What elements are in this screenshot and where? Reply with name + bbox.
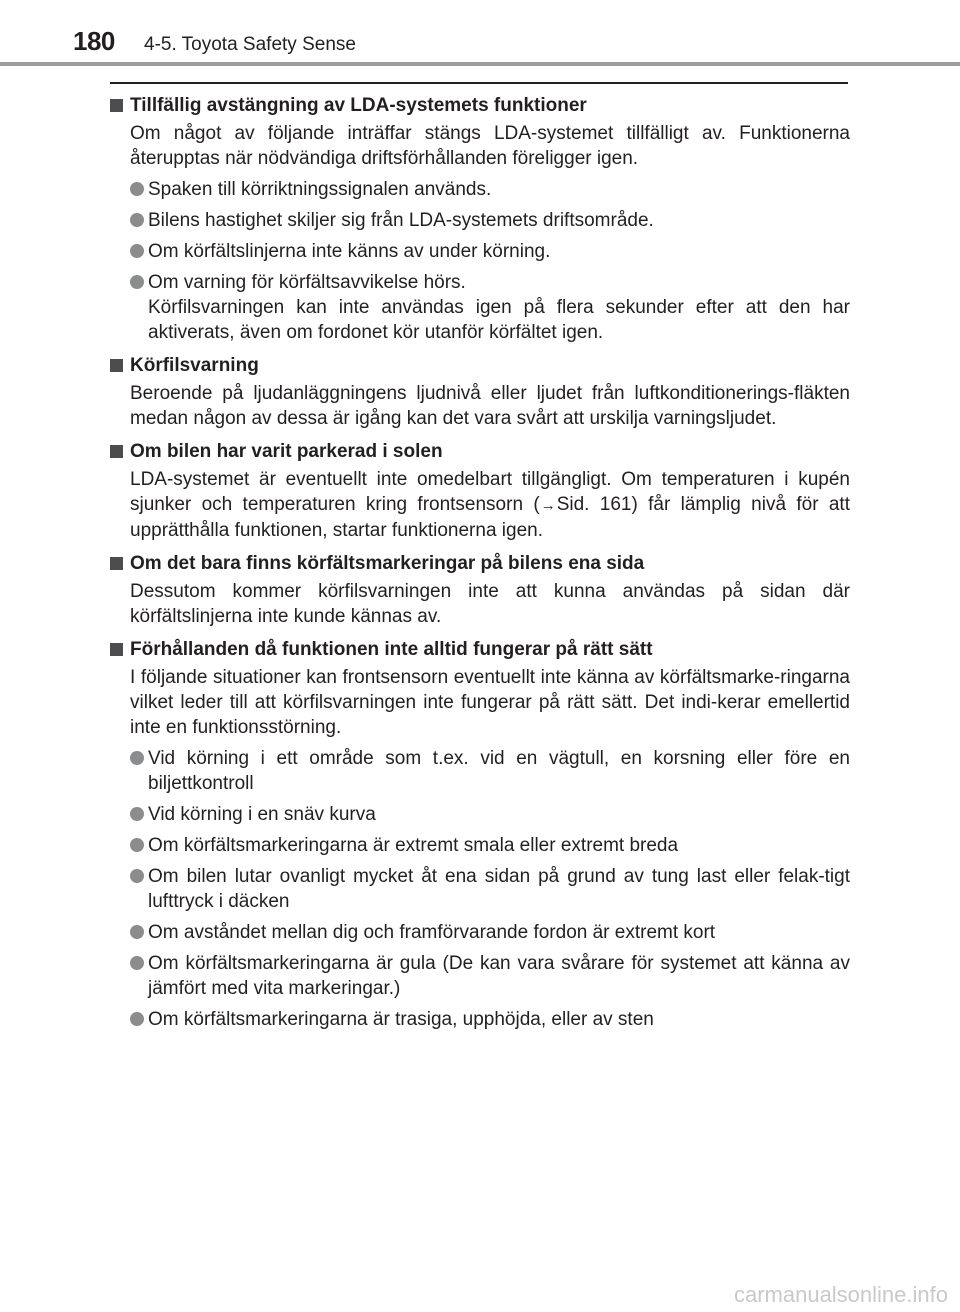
chapter-title: 4-5. Toyota Safety Sense xyxy=(144,34,356,55)
section-paragraph xyxy=(130,467,850,543)
page-content xyxy=(110,93,850,1040)
list-item xyxy=(130,270,850,345)
section-heading xyxy=(110,353,850,378)
section-paragraph: Beroende på ljudanläggningens ljudnivå eller ljudet från luftkonditionerings-fläkten medan någon av dessa är igång kan det vara svårt att urskilja varningsljudet. xyxy=(130,383,850,429)
list-item xyxy=(130,864,850,914)
circle-bullet-icon xyxy=(130,751,144,765)
square-bullet-icon xyxy=(110,643,123,656)
circle-bullet-icon xyxy=(130,925,144,939)
list-item-text: Om körfältslinjerna inte känns av under körning. xyxy=(148,241,551,262)
list-item-text: Om körfältsmarkeringarna är gula (De kan vara svårare för systemet att känna av jämfört med vita markeringar.) xyxy=(148,953,850,999)
page-header xyxy=(0,0,960,66)
bullet-list xyxy=(110,746,850,1032)
square-bullet-icon xyxy=(110,99,123,112)
section-lane-warning xyxy=(110,353,850,431)
watermark: carmanualsonline.info xyxy=(733,1282,948,1307)
paragraph-text-start: LDA-systemet är eventuellt inte omedelbart tillgängligt. Om temperaturen i kupén sjunker och temperaturen kring frontsensorn ( xyxy=(130,469,850,515)
list-item-text: Om körfältsmarkeringarna är extremt smala eller extremt breda xyxy=(148,835,679,856)
section-parked-in-sun xyxy=(110,439,850,543)
section-heading-text: Förhållanden då funktionen inte alltid fungerar på rätt sätt xyxy=(130,639,653,660)
section-heading-text: Tillfällig avstängning av LDA-systemets funktioner xyxy=(130,95,587,116)
circle-bullet-icon xyxy=(130,244,144,258)
section-heading xyxy=(110,551,850,576)
page-reference-link[interactable]: Sid. 161) får lämplig nivå för att upprätthålla funktionen, startar funktionerna igen. xyxy=(130,494,850,541)
circle-bullet-icon xyxy=(130,869,144,883)
list-item xyxy=(130,920,850,945)
list-item-text: Om körfältsmarkeringarna är trasiga, upphöjda, eller av sten xyxy=(148,1009,654,1030)
list-item xyxy=(130,177,850,202)
list-item xyxy=(130,208,850,233)
header-divider xyxy=(0,62,960,66)
list-item xyxy=(130,833,850,858)
list-item-text: Om bilen lutar ovanligt mycket åt ena sidan på grund av tung last eller felak-tigt lufttryck i däcken xyxy=(148,866,850,912)
list-item xyxy=(130,802,850,827)
section-heading xyxy=(110,439,850,464)
list-item-text: Vid körning i en snäv kurva xyxy=(148,804,376,825)
section-conditions xyxy=(110,637,850,1032)
list-item-text: Om varning för körfältsavvikelse hörs. Körfilsvarningen kan inte användas igen på flera sekunder efter att den har aktiverats, även om fordonet kör utanför körfältet igen. xyxy=(148,272,850,343)
page-number: 180 xyxy=(73,26,115,56)
square-bullet-icon xyxy=(110,359,123,372)
circle-bullet-icon xyxy=(130,275,144,289)
list-item-text: Vid körning i ett område som t.ex. vid en vägtull, en korsning eller före en biljettkontroll xyxy=(148,748,850,794)
section-heading xyxy=(110,93,850,118)
list-item xyxy=(130,951,850,1001)
list-item xyxy=(130,239,850,264)
list-item-text: Om avståndet mellan dig och framförvarande fordon är extremt kort xyxy=(148,922,716,943)
section-heading xyxy=(110,637,850,662)
section-one-side-markings xyxy=(110,551,850,629)
list-item-text: Bilens hastighet skiljer sig från LDA-systemets driftsområde. xyxy=(148,210,654,231)
square-bullet-icon xyxy=(110,445,123,458)
list-item xyxy=(130,1007,850,1032)
section-paragraph: Om något av följande inträffar stängs LDA-systemet tillfälligt av. Funktionerna återupptas när nödvändiga driftsförhållanden föreligger igen. xyxy=(130,123,850,169)
section-paragraph: Dessutom kommer körfilsvarningen inte att kunna användas på sidan där körfältslinjerna inte kunde kännas av. xyxy=(130,581,850,627)
section-heading-text: Om det bara finns körfältsmarkeringar på bilens ena sida xyxy=(130,553,645,574)
circle-bullet-icon xyxy=(130,838,144,852)
circle-bullet-icon xyxy=(130,807,144,821)
circle-bullet-icon xyxy=(130,956,144,970)
section-heading-text: Körfilsvarning xyxy=(130,355,259,376)
circle-bullet-icon xyxy=(130,1012,144,1026)
bullet-list xyxy=(110,177,850,345)
circle-bullet-icon xyxy=(130,213,144,227)
circle-bullet-icon xyxy=(130,182,144,196)
list-item-text: Spaken till körriktningssignalen används. xyxy=(148,179,492,200)
section-heading-text: Om bilen har varit parkerad i solen xyxy=(130,441,443,462)
section-temporary-shutdown xyxy=(110,93,850,345)
section-paragraph: I följande situationer kan frontsensorn eventuellt inte känna av körfältsmarke-ringarna vilket leder till att körfilsvarningen inte fungerar på rätt sätt. Det indi-kerar emellertid inte en funktionsstörning. xyxy=(130,667,850,738)
arrow-right-icon: → xyxy=(540,497,556,514)
content-top-rule xyxy=(110,82,848,84)
square-bullet-icon xyxy=(110,557,123,570)
list-item xyxy=(130,746,850,796)
